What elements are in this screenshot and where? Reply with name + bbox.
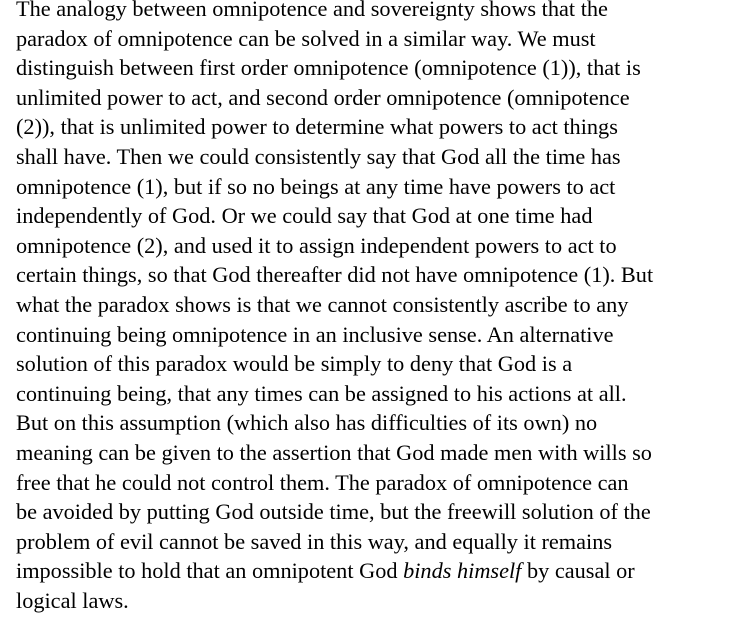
text-line-18: be avoided by putting God outside time, but the freewill solution of the [16, 499, 651, 525]
text-line-16: meaning can be given to the assertion that God made men with wills so [16, 439, 652, 465]
text-line-11: what the paradox shows is that we cannot consistently ascribe to any [16, 291, 629, 317]
text-line-7: omnipotence (1), but if so no beings at any time have powers to act [16, 173, 616, 199]
text-line-14: continuing being, that any times can be assigned to his actions at all. [16, 380, 627, 406]
text-line-19: problem of evil cannot be saved in this way, and equally it remains [16, 528, 613, 554]
text-line-2: paradox of omnipotence can be solved in a similar way. We must [16, 25, 596, 51]
text-line-12: continuing being omnipotence in an inclusive sense. An alternative [16, 321, 614, 347]
text-line-1: The analogy between omnipotence and sovereignty shows that the [16, 0, 608, 21]
italic-emphasis: binds himself [403, 558, 522, 584]
text-line-15: But on this assumption (which also has difficulties of its own) no [16, 410, 598, 436]
text-line-17: free that he could not control them. The paradox of omnipotence can [16, 469, 629, 495]
text-line-20-start: impossible to hold that an omnipotent God [16, 558, 404, 584]
text-line-3: distinguish between first order omnipotence (omnipotence (1)), that is [16, 55, 641, 81]
text-line-21: logical laws. [16, 587, 129, 613]
text-line-10: certain things, so that God thereafter did not have omnipotence (1). But [16, 262, 654, 288]
text-line-5: (2)), that is unlimited power to determine what powers to act things [16, 114, 618, 140]
text-line-20-end: by causal or [521, 558, 635, 584]
text-line-8: independently of God. Or we could say that God at one time had [16, 203, 593, 229]
text-line-9: omnipotence (2), and used it to assign independent powers to act to [16, 232, 617, 258]
document-body [16, 0, 746, 615]
text-line-20 [16, 556, 746, 586]
text-line-4: unlimited power to act, and second order omnipotence (omnipotence [16, 84, 630, 110]
text-line-13: solution of this paradox would be simply to deny that God is a [16, 351, 573, 377]
text-line-6: shall have. Then we could consistently say that God all the time has [16, 143, 621, 169]
